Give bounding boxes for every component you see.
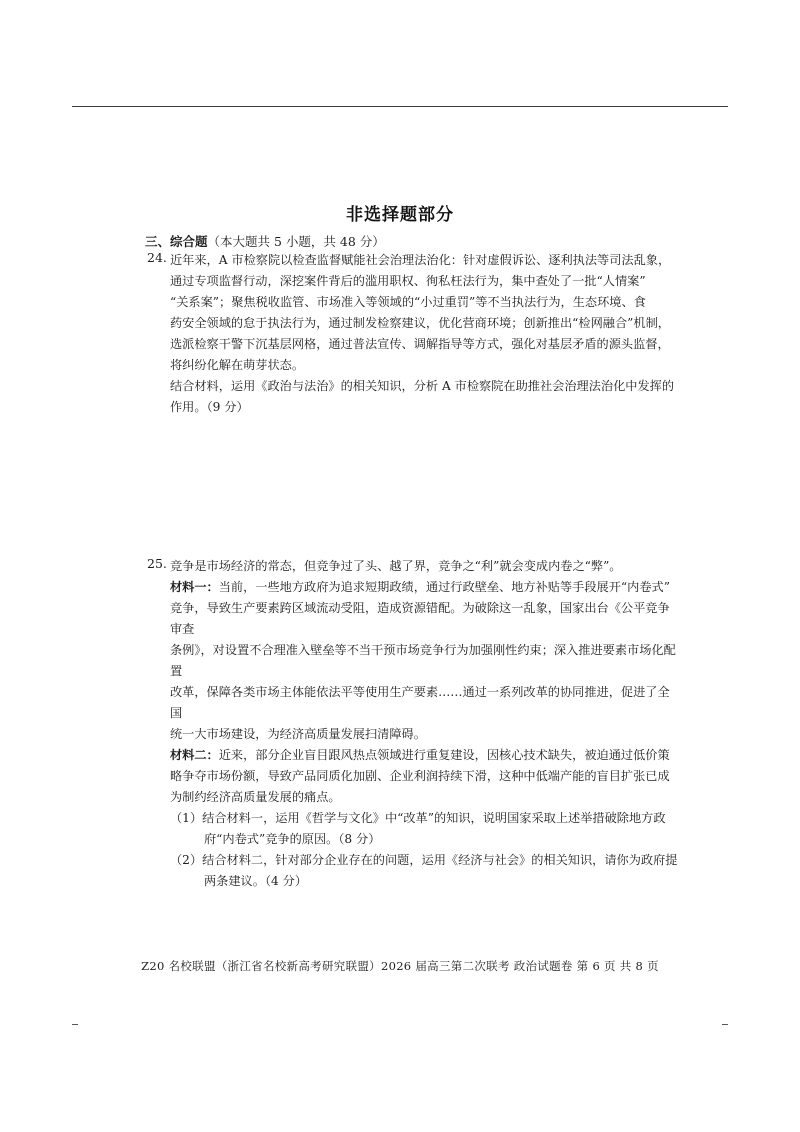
crop-mark-left <box>72 1024 78 1025</box>
section-heading-label: 三、综合题 <box>145 234 208 249</box>
header-rule <box>72 106 728 107</box>
material-1-line: 材料一：当前，一些地方政府为追求短期政绩，通过行政壁垒、地方补贴等手段展开“内卷式” <box>170 580 670 594</box>
crop-mark-right <box>722 1024 728 1025</box>
question-24-line: “关系案”；聚焦税收监管、市场准入等领域的“小过重罚”等不当执法行为，生态环境、食 <box>170 295 646 309</box>
question-25-number: 25. <box>147 556 167 571</box>
question-24-line: 通过专项监督行动，深挖案件背后的滥用职权、徇私枉法行为，集中查处了一批“人情案” <box>170 274 646 288</box>
material-1-line: 统一大市场建设，为经济高质量发展扫清障碍。 <box>170 727 426 741</box>
material-1-line: 条例》，对设置不合理准入壁垒等不当干预市场竞争行为加强刚性约束；深入推进要素市场化配置 <box>170 643 676 678</box>
sub-question-1: （1）结合材料一，运用《哲学与文化》中“改革”的知识，说明国家采取上述举措破除地方政 <box>170 811 666 825</box>
question-24-line: 近年来，A 市检察院以检查监督赋能社会治理法治化：针对虚假诉讼、逐利执法等司法乱象， <box>170 253 671 267</box>
question-25 <box>170 556 680 892</box>
question-24-prompt: 结合材料，运用《政治与法治》的相关知识，分析 A 市检察院在助推社会治理法治化中发挥的 <box>170 379 675 393</box>
material-2-line: 材料二：近来，部分企业盲目跟风热点领域进行重复建设，因核心技术缺失，被迫通过低价策 <box>170 748 670 762</box>
question-25-intro: 竞争是市场经济的常态，但竞争过了头、越了界，竞争之“利”就会变成内卷之“弊”。 <box>170 559 622 573</box>
question-24 <box>170 250 680 418</box>
material-1-line: 改革，保障各类市场主体能依法平等使用生产要素……通过一系列改革的协同推进，促进了全国 <box>170 685 670 720</box>
page-footer: Z20 名校联盟（浙江省名校新高考研究联盟）2026 届高三第二次联考 政治试题卷 第 6 页 共 8 页 <box>141 959 659 973</box>
material-1-line: 竞争，导致生产要素跨区域流动受阻，造成资源错配。为破除这一乱象，国家出台《公平竞争审查 <box>170 601 670 636</box>
section-heading <box>145 231 675 252</box>
sub-question-1: 府“内卷式”竞争的原因。（8 分） <box>204 832 381 846</box>
sub-question-2: （2）结合材料二，针对部分企业存在的问题，运用《经济与社会》的相关知识，请你为政府提 <box>170 853 678 867</box>
question-24-line: 选派检察干警下沉基层网格，通过普法宣传、调解指导等方式，强化对基层矛盾的源头监督， <box>170 337 670 351</box>
sub-question-2: 两条建议。（4 分） <box>204 874 308 888</box>
material-2-line: 为制约经济高质量发展的痛点。 <box>170 790 341 804</box>
material-2-line: 略争夺市场份额，导致产品同质化加剧、企业利润持续下滑，这种中低端产能的盲目扩张已成 <box>170 769 670 783</box>
question-24-number: 24. <box>147 250 167 265</box>
material-2-label: 材料二： <box>170 748 219 762</box>
question-24-line: 药安全领域的怠于执法行为，通过制发检察建议，优化营商环境；创新推出“检网融合”机制， <box>170 316 670 330</box>
material-1-label: 材料一： <box>170 580 219 594</box>
section-title: 非选择题部分 <box>346 205 454 225</box>
question-24-line: 将纠纷化解在萌芽状态。 <box>170 358 305 372</box>
question-24-prompt: 作用。（9 分） <box>170 400 249 414</box>
section-heading-note: （本大题共 5 小题，共 48 分） <box>207 234 385 249</box>
